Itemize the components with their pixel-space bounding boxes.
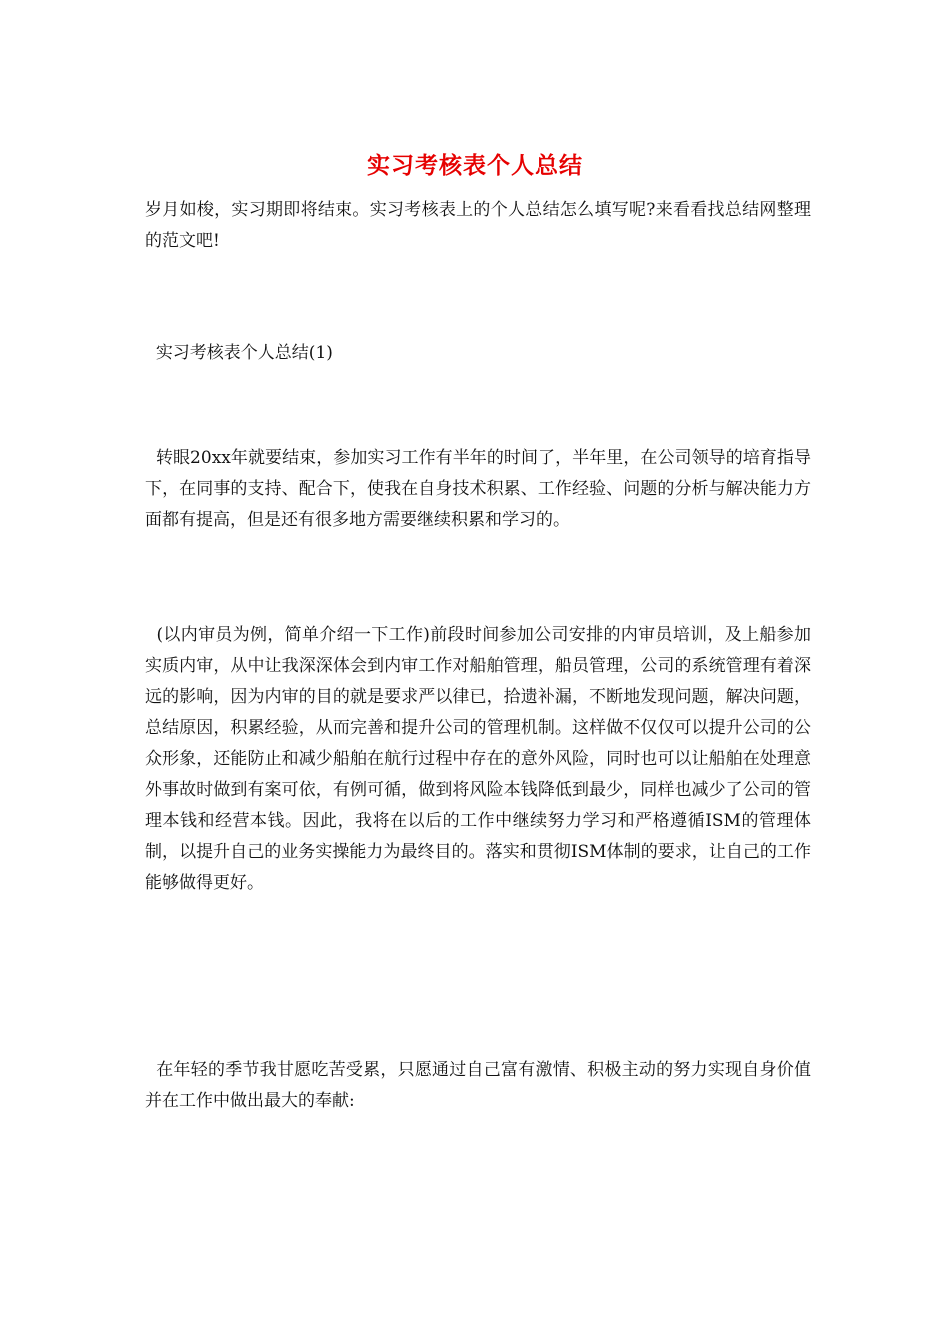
intro-paragraph: 岁月如梭，实习期即将结束。实习考核表上的个人总结怎么填写呢?来看看找总结网整理的范文吧!	[145, 200, 811, 251]
body-paragraph-1-text: 转眼20xx年就要结束，参加实习工作有半年的时间了，半年里，在公司领导的培育指导下，在同事的支持、配合下，使我在自身技术积累、工作经验、问题的分析与解决能力方面都有提高，但是还有很多地方需要继续积累和学习的。	[145, 448, 811, 530]
body-paragraph-2-text: (以内审员为例，简单介绍一下工作)前段时间参加公司安排的内审员培训，及上船参加实质内审，从中让我深深体会到内审工作对船舶管理，船员管理，公司的系统管理有着深远的影响，因为内审的目的就是要求严以律已，拾遗补漏，不断地发现问题，解决问题，总结原因，积累经验，从而完善和提升公司的管理机制。这样做不仅仅可以提升公司的公众形象，还能防止和减少船舶在航行过程中存在的意外风险，同时也可以让船舶在处理意外事故时做到有案可依，有例可循，做到将风险本钱降低到最少，同样也减少了公司的管理本钱和经营本钱。因此，我将在以后的工作中继续努力学习和严格遵循ISM的管理体制，以提升自己的业务实操能力为最终目的。落实和贯彻ISM体制的要求，让自己的工作能够做得更好。	[145, 625, 812, 893]
body-paragraph-1	[145, 443, 811, 536]
document-title: 实习考核表个人总结	[367, 152, 583, 179]
body-paragraph-3-text: 在年轻的季节我甘愿吃苦受累，只愿通过自己富有激情、积极主动的努力实现自身价值并在工作中做出最大的奉献:	[145, 1060, 811, 1111]
section-heading-text: 实习考核表个人总结(1)	[155, 343, 333, 363]
section-heading	[145, 338, 811, 369]
body-paragraph-3	[145, 1055, 811, 1117]
body-paragraph-2	[145, 620, 811, 899]
